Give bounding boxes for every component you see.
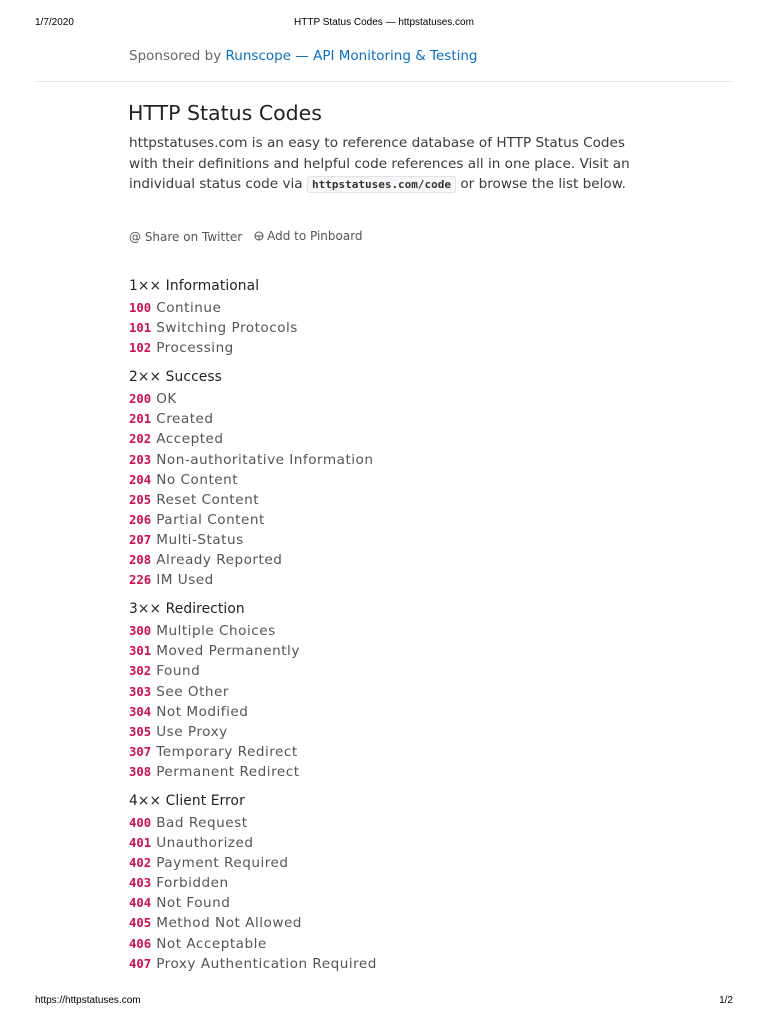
status-code-label: See Other bbox=[156, 683, 229, 700]
status-code-item[interactable] bbox=[129, 570, 689, 590]
status-code-number: 102 bbox=[129, 341, 152, 356]
status-code-number: 301 bbox=[129, 644, 152, 659]
status-code-label: Found bbox=[156, 663, 201, 680]
status-code-item[interactable] bbox=[129, 530, 689, 550]
status-code-number: 208 bbox=[129, 553, 152, 568]
status-code-number: 402 bbox=[129, 856, 152, 871]
intro-text-before: httpstatuses.com is an easy to reference database of HTTP Status Codes with their definitions and helpful code references all in one place. Visit an individual status code via bbox=[129, 135, 630, 192]
section-title: 2×× Success bbox=[129, 369, 222, 386]
intro-paragraph bbox=[129, 133, 639, 196]
status-code-item[interactable] bbox=[129, 762, 689, 782]
status-code-number: 226 bbox=[129, 573, 152, 588]
status-code-label: Non-authoritative Information bbox=[156, 451, 374, 468]
status-code-label: IM Used bbox=[156, 572, 214, 589]
status-code-item[interactable] bbox=[129, 318, 689, 338]
status-code-number: 206 bbox=[129, 512, 152, 527]
sponsor-prefix: Sponsored by bbox=[129, 48, 226, 64]
status-code-label: No Content bbox=[156, 471, 239, 488]
sponsor-link[interactable]: Runscope — API Monitoring & Testing bbox=[225, 48, 478, 64]
status-code-number: 203 bbox=[129, 452, 152, 467]
status-code-number: 407 bbox=[129, 956, 152, 971]
status-code-number: 100 bbox=[129, 301, 152, 315]
status-code-number: 400 bbox=[129, 815, 152, 830]
status-code-number: 202 bbox=[129, 432, 152, 447]
print-date: 1/7/2020 bbox=[35, 17, 74, 28]
status-code-number: 200 bbox=[129, 392, 152, 407]
status-code-label: Not Found bbox=[156, 895, 231, 912]
status-code-item[interactable] bbox=[129, 954, 689, 974]
status-code-label: Processing bbox=[156, 340, 234, 357]
status-code-label: Reset Content bbox=[156, 491, 260, 508]
status-code-item[interactable] bbox=[129, 510, 689, 530]
status-code-number: 205 bbox=[129, 492, 152, 507]
status-code-number: 401 bbox=[129, 836, 152, 851]
print-url: https://httpstatuses.com bbox=[35, 995, 141, 1006]
status-code-number: 204 bbox=[129, 472, 152, 487]
status-code-item[interactable] bbox=[129, 490, 689, 510]
status-code-number: 302 bbox=[129, 664, 152, 679]
add-pinboard-label: Add to Pinboard bbox=[267, 229, 363, 243]
status-code-item[interactable] bbox=[129, 682, 689, 702]
status-code-label: Use Proxy bbox=[156, 723, 228, 740]
status-code-label: Proxy Authentication Required bbox=[156, 955, 377, 972]
status-code-item[interactable] bbox=[129, 702, 689, 722]
status-code-number: 305 bbox=[129, 724, 152, 739]
pinboard-icon bbox=[254, 231, 264, 241]
status-code-label: Created bbox=[156, 411, 214, 428]
status-code-list bbox=[129, 276, 689, 983]
status-code-number: 300 bbox=[129, 624, 152, 639]
status-code-number: 405 bbox=[129, 916, 152, 931]
share-twitter-link[interactable] bbox=[129, 230, 242, 244]
status-code-label: Not Modified bbox=[156, 703, 249, 720]
status-code-label: OK bbox=[156, 391, 177, 408]
status-code-number: 207 bbox=[129, 532, 152, 547]
status-code-item[interactable] bbox=[129, 661, 689, 681]
status-code-item[interactable] bbox=[129, 450, 689, 470]
status-code-label: Partial Content bbox=[156, 511, 265, 528]
status-code-item[interactable] bbox=[129, 389, 689, 409]
print-header bbox=[0, 17, 768, 31]
status-code-label: Multi-Status bbox=[156, 531, 244, 548]
status-code-number: 308 bbox=[129, 764, 152, 779]
status-code-item[interactable] bbox=[129, 470, 689, 490]
status-code-number: 201 bbox=[129, 412, 152, 427]
status-code-label: Continue bbox=[156, 300, 222, 316]
status-code-label: Temporary Redirect bbox=[156, 743, 298, 760]
section-title: 4×× Client Error bbox=[129, 792, 245, 809]
status-code-number: 101 bbox=[129, 321, 152, 336]
status-code-item[interactable] bbox=[129, 722, 689, 742]
status-section bbox=[129, 276, 689, 358]
intro-code-snippet: httpstatuses.com/code bbox=[307, 176, 456, 193]
status-code-item[interactable] bbox=[129, 853, 689, 873]
status-code-number: 406 bbox=[129, 936, 152, 951]
share-links bbox=[129, 229, 371, 244]
status-code-item[interactable] bbox=[129, 742, 689, 762]
status-code-label: Moved Permanently bbox=[156, 643, 300, 660]
status-code-number: 307 bbox=[129, 744, 152, 759]
section-title: 3×× Redirection bbox=[129, 601, 245, 618]
status-code-number: 303 bbox=[129, 684, 152, 699]
sponsor-banner bbox=[129, 48, 478, 64]
status-code-item[interactable] bbox=[129, 833, 689, 853]
status-code-label: Already Reported bbox=[156, 552, 283, 569]
status-code-item[interactable] bbox=[129, 409, 689, 429]
status-section bbox=[129, 367, 689, 590]
intro-text-after: or browse the list below. bbox=[456, 176, 626, 192]
status-code-label: Permanent Redirect bbox=[156, 763, 300, 780]
status-code-item[interactable] bbox=[129, 893, 689, 913]
status-section bbox=[129, 599, 689, 782]
status-code-label: Forbidden bbox=[156, 875, 229, 892]
status-code-item[interactable] bbox=[129, 621, 689, 641]
status-code-number: 304 bbox=[129, 704, 152, 719]
status-code-label: Payment Required bbox=[156, 855, 289, 872]
status-code-item[interactable] bbox=[129, 429, 689, 449]
status-code-item[interactable] bbox=[129, 550, 689, 570]
status-code-item[interactable] bbox=[129, 641, 689, 661]
status-code-number: 404 bbox=[129, 896, 152, 911]
status-code-item[interactable] bbox=[129, 298, 689, 318]
header-divider bbox=[35, 81, 733, 82]
status-code-item[interactable] bbox=[129, 934, 689, 954]
add-pinboard-link[interactable] bbox=[254, 229, 362, 243]
status-code-label: Accepted bbox=[156, 431, 224, 448]
status-code-label: Bad Request bbox=[156, 814, 248, 831]
status-code-label: Switching Protocols bbox=[156, 320, 298, 337]
print-page-number: 1/2 bbox=[719, 995, 733, 1006]
status-code-item[interactable] bbox=[129, 873, 689, 893]
status-code-label: Multiple Choices bbox=[156, 623, 276, 640]
status-code-label: Unauthorized bbox=[156, 835, 254, 852]
print-document-title: HTTP Status Codes — httpstatuses.com bbox=[294, 17, 474, 28]
status-code-item[interactable] bbox=[129, 913, 689, 933]
page-title: HTTP Status Codes bbox=[128, 101, 322, 125]
section-title: 1×× Informational bbox=[129, 278, 260, 294]
status-section bbox=[129, 791, 689, 974]
share-twitter-label: @ Share on Twitter bbox=[129, 230, 243, 244]
status-code-item[interactable] bbox=[129, 813, 689, 833]
status-code-label: Not Acceptable bbox=[156, 935, 267, 952]
status-code-label: Method Not Allowed bbox=[156, 915, 302, 932]
status-code-number: 403 bbox=[129, 876, 152, 891]
status-code-item[interactable] bbox=[129, 338, 689, 358]
